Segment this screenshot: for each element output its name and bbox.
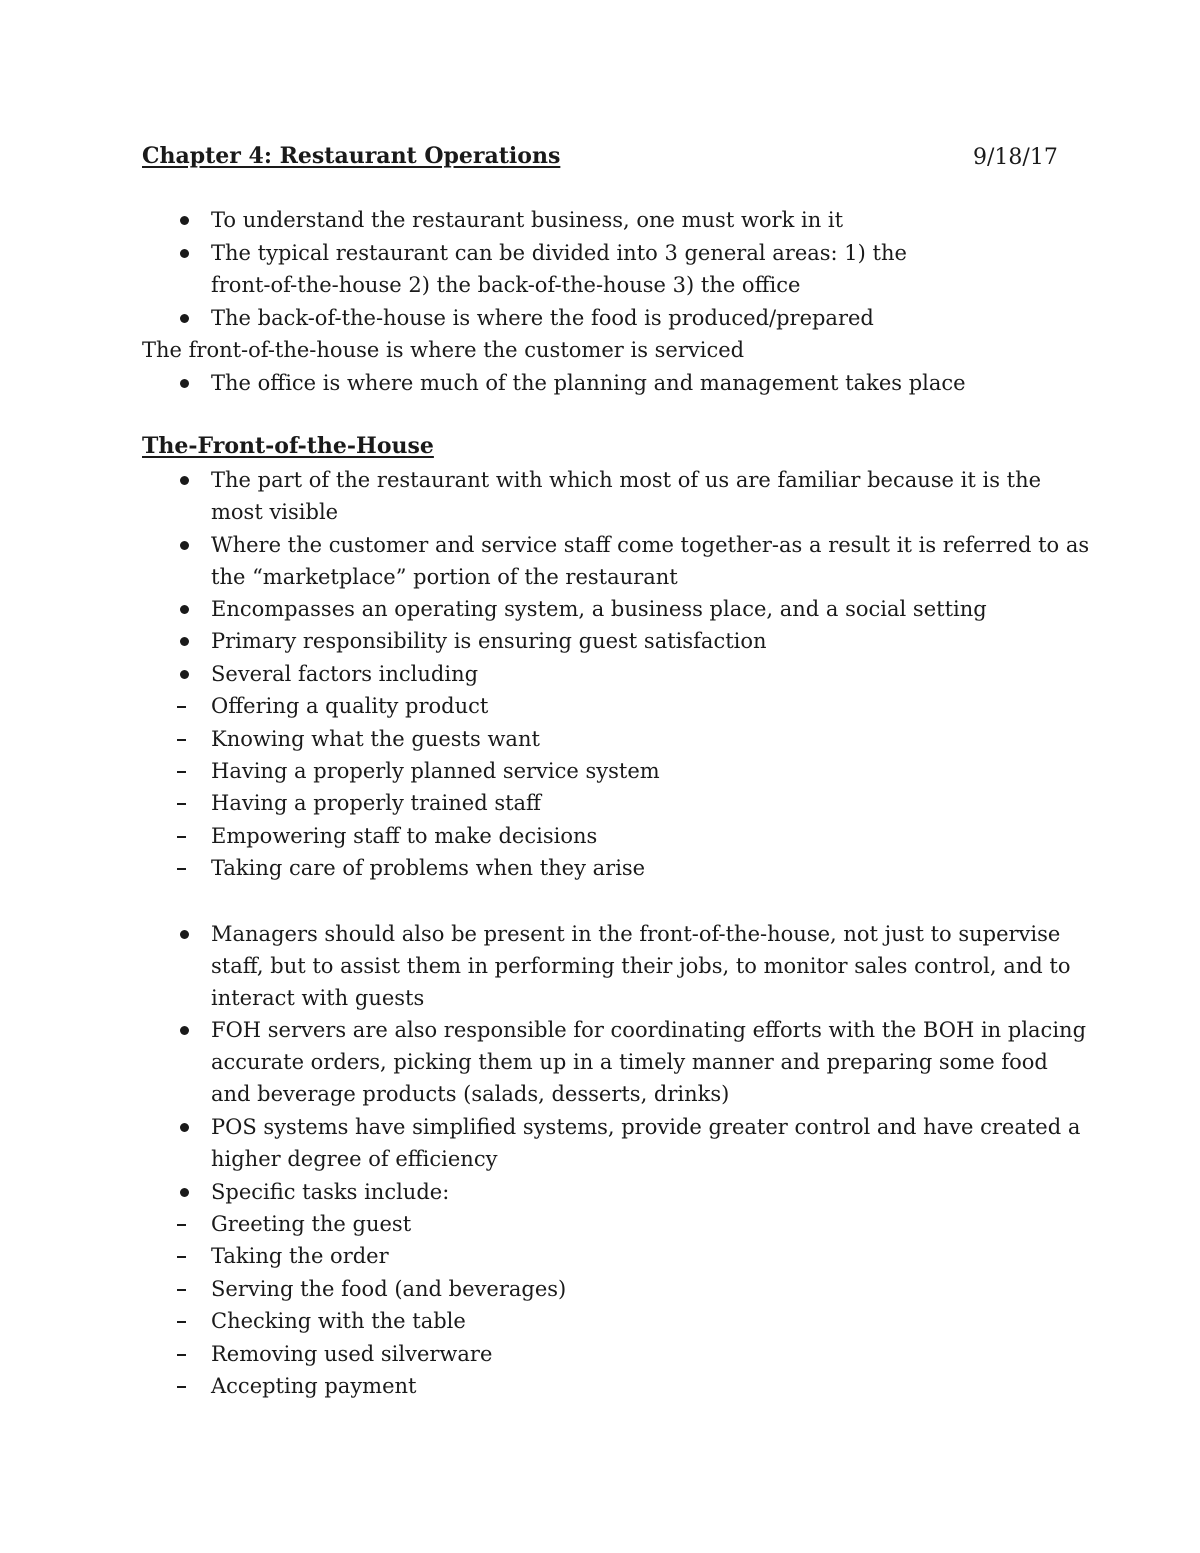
dash-icon: [177, 836, 186, 838]
task-item: Serving the food (and beverages): [211, 1277, 567, 1301]
foh-bullet-9: Specific tasks include:: [211, 1180, 450, 1204]
foh-bullet-8-line-2: higher degree of efficiency: [211, 1147, 498, 1171]
foh-bullet-7-line-3: and beverage products (salads, desserts, drinks): [211, 1082, 730, 1106]
dash-icon: [177, 739, 186, 741]
foh-bullet-7-line-1: FOH servers are also responsible for coordinating efforts with the BOH in placing: [211, 1018, 1087, 1042]
intro-bullet-3: The back-of-the-house is where the food is produced/prepared: [211, 306, 874, 330]
intro-bullet-2-line-2: front-of-the-house 2) the back-of-the-house 3) the office: [211, 273, 801, 297]
foh-bullet-4: Primary responsibility is ensuring guest satisfaction: [211, 629, 767, 653]
intro-bullet-1: To understand the restaurant business, one must work in it: [211, 208, 844, 232]
dash-icon: [177, 1256, 186, 1258]
factor-item: Empowering staff to make decisions: [211, 824, 598, 848]
foh-bullet-6-line-2: staff, but to assist them in performing their jobs, to monitor sales control, and to: [211, 954, 1071, 978]
bullet-icon: [180, 930, 189, 939]
foh-bullet-2-line-2: the “marketplace” portion of the restaurant: [211, 565, 678, 589]
factor-item: Having a properly planned service system: [211, 759, 660, 783]
bullet-icon: [180, 476, 189, 485]
bullet-icon: [180, 637, 189, 646]
dash-icon: [177, 803, 186, 805]
foh-bullet-5: Several factors including: [211, 662, 479, 686]
dash-icon: [177, 706, 186, 708]
factor-item: Knowing what the guests want: [211, 727, 540, 751]
dash-icon: [177, 868, 186, 870]
dash-icon: [177, 771, 186, 773]
bullet-icon: [180, 379, 189, 388]
dash-icon: [177, 1224, 186, 1226]
task-item: Accepting payment: [211, 1374, 417, 1398]
bullet-icon: [180, 314, 189, 323]
task-item: Removing used silverware: [211, 1342, 493, 1366]
bullet-icon: [180, 249, 189, 258]
intro-bullet-4: The office is where much of the planning and management takes place: [211, 371, 966, 395]
bullet-icon: [180, 1026, 189, 1035]
foh-bullet-1-line-1: The part of the restaurant with which most of us are familiar because it is the: [211, 468, 1042, 492]
foh-bullet-6-line-3: interact with guests: [211, 986, 425, 1010]
bullet-icon: [180, 1188, 189, 1197]
document-date: 9/18/17: [973, 145, 1058, 170]
foh-bullet-6-line-1: Managers should also be present in the front-of-the-house, not just to supervise: [211, 922, 1061, 946]
dash-icon: [177, 1321, 186, 1323]
bullet-icon: [180, 605, 189, 614]
intro-plain-line: The front-of-the-house is where the customer is serviced: [142, 338, 745, 362]
chapter-title: Chapter 4: Restaurant Operations: [142, 143, 561, 169]
bullet-icon: [180, 216, 189, 225]
task-item: Checking with the table: [211, 1309, 466, 1333]
foh-bullet-2-line-1: Where the customer and service staff come together-as a result it is referred to as: [211, 533, 1090, 557]
bullet-icon: [180, 670, 189, 679]
factor-item: Having a properly trained staff: [211, 791, 541, 815]
bullet-icon: [180, 541, 189, 550]
factor-item: Taking care of problems when they arise: [211, 856, 646, 880]
section-heading-foh: The-Front-of-the-House: [142, 433, 434, 459]
dash-icon: [177, 1289, 186, 1291]
intro-bullet-2-line-1: The typical restaurant can be divided into 3 general areas: 1) the: [211, 241, 907, 265]
factor-item: Offering a quality product: [211, 694, 489, 718]
task-item: Taking the order: [211, 1244, 389, 1268]
dash-icon: [177, 1354, 186, 1356]
foh-bullet-8-line-1: POS systems have simplified systems, provide greater control and have created a: [211, 1115, 1081, 1139]
dash-icon: [177, 1386, 186, 1388]
foh-bullet-3: Encompasses an operating system, a business place, and a social setting: [211, 597, 987, 621]
bullet-icon: [180, 1123, 189, 1132]
task-item: Greeting the guest: [211, 1212, 412, 1236]
foh-bullet-7-line-2: accurate orders, picking them up in a timely manner and preparing some food: [211, 1050, 1048, 1074]
foh-bullet-1-line-2: most visible: [211, 500, 339, 524]
